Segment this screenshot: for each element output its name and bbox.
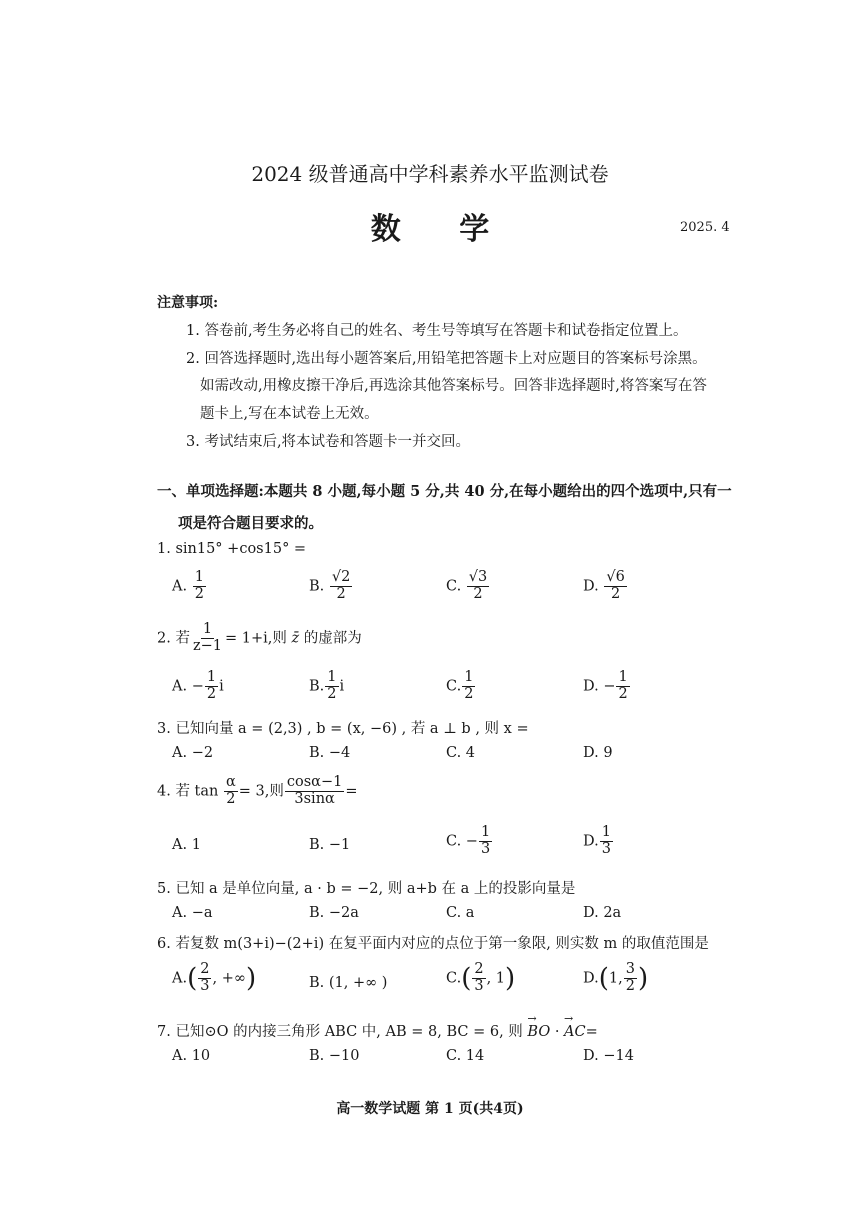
fraction <box>193 570 206 603</box>
numerator: 1 <box>601 824 611 840</box>
q5-option-b: B. −2a <box>309 905 359 921</box>
q4-option-b: B. −1 <box>309 837 351 853</box>
notice-item-3: 3. 考试结束后,将本试卷和答题卡一并交回。 <box>186 434 471 450</box>
q7-option-c: C. 14 <box>446 1048 485 1064</box>
option-label: D. <box>583 578 599 595</box>
fraction <box>467 570 489 603</box>
fraction <box>462 670 475 703</box>
denominator: 3sinα <box>294 790 335 807</box>
q2-option-d <box>583 670 631 703</box>
notice-item-2: 2. 回答选择题时,选出每小题答案后,用铅笔把答题卡上对应题目的答案标号涂黑。 <box>186 351 707 367</box>
denominator: 2 <box>625 977 635 994</box>
denominator: 3 <box>474 977 484 994</box>
denominator: 2 <box>327 685 337 702</box>
numerator: 1 <box>327 669 337 685</box>
notice-item-1: 1. 答卷前,考生务必将自己的姓名、考生号等填写在答题卡和试卷指定位置上。 <box>186 323 688 339</box>
q7-option-d: D. −14 <box>583 1048 634 1064</box>
right-paren: ) <box>245 963 257 994</box>
numerator: √2 <box>331 569 351 585</box>
q6-option-a <box>172 962 256 995</box>
notice-item-2-cont: 如需改动,用橡皮擦干净后,再选涂其他答案标号。回答非选择题时,将答案写在答 <box>200 378 707 394</box>
q6-option-d <box>583 962 648 995</box>
numerator: 1 <box>618 669 628 685</box>
dot-operator: · <box>554 1024 560 1040</box>
question-1-stem: 1. sin15° +cos15° = <box>157 541 307 557</box>
q5-option-d: D. 2a <box>583 905 622 921</box>
question-7-stem <box>157 1020 598 1041</box>
q1-option-c <box>446 570 490 603</box>
q3-option-a: A. −2 <box>172 745 214 761</box>
q3-option-d: D. 9 <box>583 745 613 761</box>
question-4-stem <box>157 775 358 808</box>
numerator: 2 <box>200 961 210 977</box>
denominator: 2 <box>206 685 217 702</box>
fraction <box>624 962 637 995</box>
q1-option-a <box>172 570 207 603</box>
q3-option-c: C. 4 <box>446 745 476 761</box>
denominator: z−1 <box>192 637 222 654</box>
q2-option-b <box>309 670 344 703</box>
q3-option-b: B. −4 <box>309 745 351 761</box>
denominator: 2 <box>194 585 204 602</box>
right-paren: ) <box>637 963 649 994</box>
left-paren: ( <box>461 963 472 994</box>
q4-option-a: A. 1 <box>172 837 201 853</box>
option-suffix: i <box>219 678 224 695</box>
q7-option-b: B. −10 <box>309 1048 360 1064</box>
option-label: A. <box>172 970 188 987</box>
interval-rest: , 1 <box>486 970 506 987</box>
denominator: 3 <box>601 840 611 857</box>
denominator: 3 <box>200 977 210 994</box>
fraction <box>325 670 338 703</box>
q2-option-c <box>446 670 476 703</box>
question-5-stem: 5. 已知 a 是单位向量, a · b = −2, 则 a+b 在 a 上的投影向量是 <box>157 881 576 897</box>
denominator: 2 <box>610 585 621 602</box>
option-label: C. − <box>446 833 478 850</box>
left-paren: ( <box>598 963 609 994</box>
subject-title: 数 学 <box>370 212 514 247</box>
option-label: A. <box>172 578 188 595</box>
stem-text: = <box>585 1024 598 1040</box>
option-label: A. − <box>172 678 204 695</box>
fraction <box>198 962 211 995</box>
numerator: 1 <box>206 669 217 685</box>
notice-heading: 注意事项: <box>157 295 219 311</box>
q4-option-c <box>446 825 493 858</box>
numerator: 1 <box>202 621 213 637</box>
fraction <box>285 775 344 808</box>
question-3-stem: 3. 已知向量 a = (2,3) , b = (x, −6) , 若 a ⊥ b , 则 x = <box>157 721 529 737</box>
q1-option-b <box>309 570 353 603</box>
numerator: 2 <box>474 961 484 977</box>
option-label: D. <box>583 833 599 850</box>
option-label: B. <box>309 678 325 695</box>
stem-text: 2. 若 <box>157 630 190 647</box>
denominator: 2 <box>226 790 236 807</box>
q6-option-b: B. (1, +∞ ) <box>309 975 388 991</box>
denominator: 3 <box>480 840 491 857</box>
stem-text: = 3,则 <box>238 783 284 800</box>
denominator: 2 <box>464 685 474 702</box>
numerator: 1 <box>480 824 491 840</box>
denominator: 2 <box>336 585 346 602</box>
stem-text: 的虚部为 <box>303 630 362 647</box>
numerator: √3 <box>468 569 488 585</box>
fraction <box>604 570 626 603</box>
stem-text: 7. 已知⊙O 的内接三角形 ABC 中, AB = 8, BC = 6, 则 <box>157 1024 523 1040</box>
question-2-stem <box>157 622 362 655</box>
section-heading-cont: 项是符合题目要求的。 <box>178 515 323 532</box>
denominator: 2 <box>473 585 483 602</box>
fraction <box>616 670 629 703</box>
numerator: √6 <box>606 569 625 585</box>
stem-text: = 1+i,则 <box>224 630 287 647</box>
interval-rest: , +∞ <box>212 970 246 987</box>
fraction <box>205 670 218 703</box>
right-paren: ) <box>505 963 516 994</box>
section-heading: 一、单项选择题:本题共 8 小题,每小题 5 分,共 40 分,在每小题给出的四个选项中,只有一 <box>157 483 732 500</box>
q6-option-c <box>446 962 515 995</box>
notice-item-2-cont2: 题卡上,写在本试卷上无效。 <box>200 406 379 422</box>
left-paren: ( <box>187 963 198 994</box>
numerator: 3 <box>625 961 635 977</box>
numerator: 1 <box>194 569 204 585</box>
option-label: B. <box>309 578 325 595</box>
exam-date: 2025. 4 <box>680 220 730 235</box>
stem-text: 4. 若 tan <box>157 783 219 800</box>
q4-option-d <box>583 825 614 858</box>
option-label: D. − <box>583 678 616 695</box>
option-label: C. <box>446 578 462 595</box>
q2-option-a <box>172 670 224 703</box>
fraction <box>330 570 352 603</box>
numerator: 1 <box>464 669 474 685</box>
option-label: C. <box>446 970 462 987</box>
exam-title: 2024 级普通高中学科素养水平监测试卷 <box>251 162 609 186</box>
q5-option-c: C. a <box>446 905 475 921</box>
option-label: D. <box>583 970 599 987</box>
stem-text: = <box>345 783 358 800</box>
page-footer: 高一数学试题 第 1 页(共4页) <box>336 1101 524 1117</box>
fraction <box>472 962 485 995</box>
q5-option-a: A. −a <box>172 905 213 921</box>
fraction <box>479 825 492 858</box>
numerator: cosα−1 <box>286 774 343 790</box>
fraction <box>224 775 238 808</box>
numerator: α <box>225 774 236 790</box>
option-suffix: i <box>339 678 345 695</box>
fraction <box>600 825 613 858</box>
question-6-stem: 6. 若复数 m(3+i)−(2+i) 在复平面内对应的点位于第一象限, 则实数 m 的取值范围是 <box>157 936 709 952</box>
vector-ac: → AC <box>564 1024 586 1040</box>
z-conjugate: z̄ <box>291 630 300 647</box>
denominator: 2 <box>618 685 628 702</box>
interval-start: 1, <box>608 970 623 987</box>
q7-option-a: A. 10 <box>172 1048 211 1064</box>
option-label: C. <box>446 678 462 695</box>
vector-bo: → BO <box>527 1024 550 1040</box>
q1-option-d <box>583 570 628 603</box>
fraction <box>191 622 224 655</box>
